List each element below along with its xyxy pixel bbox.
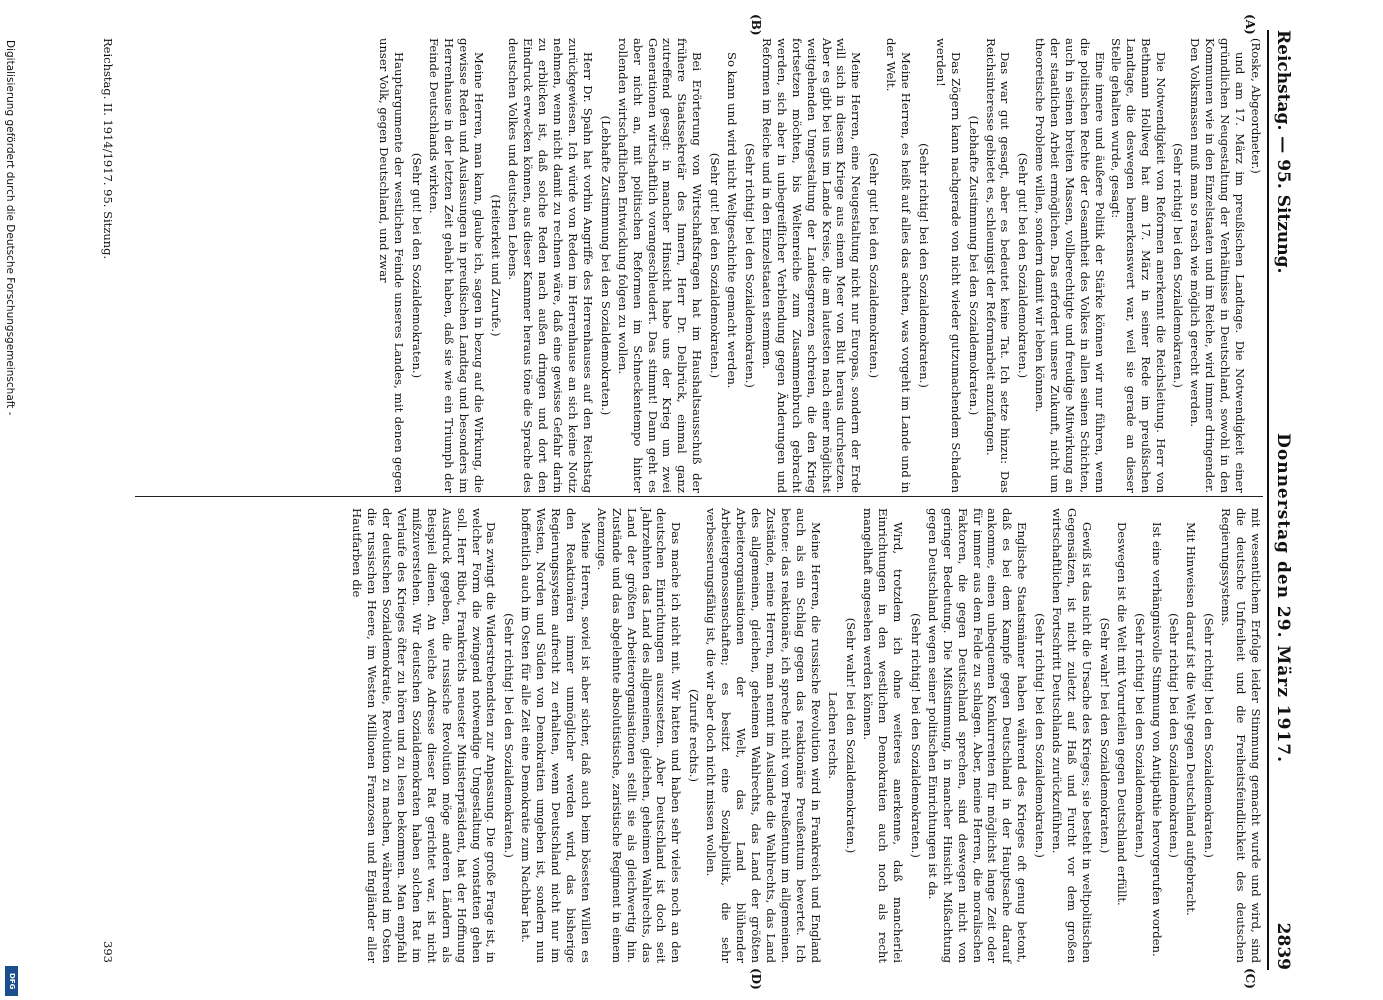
paragraph: Meine Herren, eine Neugestaltung nicht nur Europas, sondern der Erde will sich in diesem Kriege aus einem Meer von Blut heraus durchsetzen. Aber es gibt bei uns im Lande Kreise, die am lautesten nach einer möglichst weitgehenden Umgestaltung der Landesgrenzen schreien, die den Krieg fortsetzen möchten, bis Weltenreiche zum Zusammenbruch gebracht werden, sich aber in unbegreiflicher Verblendung gegen Änderungen und Reformen im Reiche und in den Einzelstaaten stemmen. <box>759 38 864 493</box>
sidebar-funding-note <box>2 0 20 1000</box>
paragraph: Deswegen ist die Welt mit Vorurteilen gegen Deutschland erfüllt. <box>1114 522 1129 906</box>
stage-direction: (Sehr richtig! bei den Sozialdemokraten.) <box>1132 613 1147 858</box>
newspaper-page <box>75 0 1323 1000</box>
paragraph: Meine Herren, soviel ist aber sicher, daß auch beim bösesten Willen es den Reaktionären immer unmöglicher werden wird, das bisherige Regierungssystem aufrecht zu erhalten, wenn Deutschland nicht nur im Westen, Norden und Süden von Demokratien umgeben ist, sondern nun hoffentlich auch im Osten für alle Zeit eine Demokratie zum Nachbar hat. <box>519 508 593 963</box>
stage-direction: (Sehr richtig! bei den Sozialdemokraten.) <box>1202 613 1217 858</box>
paragraph: Mit Hinweisen darauf ist die Welt gegen Deutschland aufgebracht. <box>1184 522 1199 916</box>
stage-direction: (Sehr gut! bei den Sozialdemokraten.) <box>409 152 424 379</box>
right-column <box>348 508 1263 963</box>
stage-direction: (Heiterkeit und Zurufe.) <box>489 194 504 337</box>
dfg-logo: DFG <box>5 966 18 996</box>
stage-direction: (Sehr wahr! bei den Sozialdemokraten.) <box>844 617 859 854</box>
stage-direction: (Sehr richtig! bei den Sozialdemokraten.) <box>916 143 931 388</box>
margin-mark-d: (D) <box>749 968 763 990</box>
paragraph: Ist eine verhängnisvolle Stimmung von Antipathie hervorgerufen worden. <box>1149 522 1164 957</box>
paragraph: Bei Erörterung von Wirtschaftsfragen hat im Haushaltsausschuß der frühere Staatssekretär des Innern, Herr Dr. Delbrück, einmal ganz zutreffend gesagt: in mancher Hinsicht habe uns der Krieg um zwei Generationen wirtschaftlich vorangeschleudert. Das stimmt! Dann geht es aber nicht an, mit politischen Reformen im Schneckentempo hinter rollenden wirtschaftlichen Entwicklung folgen zu wollen. <box>615 38 705 493</box>
page-header <box>1267 30 1313 970</box>
paragraph: Hauptargumente der westlichen Feinde unseres Landes, mit denen gegen unser Volk, gegen Deutschland, und zwar <box>377 38 407 493</box>
page-number: 393 <box>101 941 115 963</box>
page-footer: Reichstag. II. 1914/1917. 95. Sitzung. <box>101 38 115 260</box>
paragraph: Die Notwendigkeit von Reformen anerkennt die Reichsleitung. Herr von Bethmann Hollweg hat am 17. März in seiner Rede im preußischen Landtage, die deswegen bemerkenswert war, weil sie gerade an dieser Stelle gehalten wurde, gesagt: <box>1108 38 1168 493</box>
stage-direction: (Sehr richtig! bei den Sozialdemokraten.) <box>743 143 757 388</box>
paragraph: Das zwingt die Widerstrebendsten zur Anpassung. Die große Frage ist, in welcher Form die zwingend notwendige Umgestaltung vonstatten gehen soll. Herr Ribot, Frankreichs neuester Ministerpräsident, hat der Hoffnung Ausdruck gegeben, die russische Revolution möge anderen Ländern als Beispiel dienen. An welche Adresse dieser Rat gerichtet war, ist nicht mißzuverstehen. Wir deutschen Sozialdemokraten haben solchen Rat im Verlaufe des Krieges öfter zu hören und zu lesen bekommen. Man empfahl der deutschen Sozialdemokratie, Revolution zu machen, während im Osten die russischen Heere, im Westen Millionen Franzosen und Engländer aller Hautfarben die <box>350 508 499 963</box>
header-left: Reichstag. — 95. Sitzung. <box>1273 30 1293 274</box>
paragraph: Eine innere und äußere Politik der Stärke können wir nur führen, wenn die politischen Rechte der Gesamtheit des Volkes in allen seinen Schichten, auch in seinen breiten Massen, vollberechtigte und freudige Mitwirkung an der staatlichen Arbeit ermöglichen. Das erfordert unsere Zukunft, nicht um theoretische Probleme willen, sondern damit wir leben können. <box>1033 38 1107 493</box>
paragraph: mit wesentlichem Erfolge leider Stimmung gemacht wurde und wird, sind die deutsche Unfreiheit und die Freiheitsfeindlichkeit des deutschen Regierungssystems. <box>1219 508 1263 963</box>
paragraph: Gewiß ist das nicht die Ursache des Krieges; sie besteht in weltpolitischen Gegensätzen, ist nicht zuletzt auf Haß und Furcht vor dem großen wirtschaftlichen Fortschritt Deutschlands zurückzuführen. <box>1050 508 1094 963</box>
paragraph: Wird, trotzdem ich ohne weiteres anerkenne, daß mancherlei Einrichtungen in den westlichen Demokratien auch noch als recht mangelhaft angesehen werden können. <box>861 508 906 963</box>
margin-mark-a: (A) <box>1243 14 1257 35</box>
left-column <box>375 38 1263 493</box>
paragraph: So kann und wird nicht Weltgeschichte gemacht werden. <box>725 52 740 389</box>
stage-direction: (Sehr gut! bei den Sozialdemokraten.) <box>708 152 723 379</box>
paragraph: und am 17. März im preußischen Landtage. Die Notwendigkeit einer gründlichen Neugestaltung der Verhältnisse in Deutschland, sowohl in den Kommunen wie in den Einzelstaaten und im Reiche, wird immer dringender. Den Volksmassen muß man so rasch wie möglich gerecht werden. <box>1188 38 1248 493</box>
stage-direction: (Sehr wahr! bei den Sozialdemokraten.) <box>1097 617 1112 854</box>
paragraph: Englische Staatsmänner haben während des Krieges oft genug betont, daß es bei dem Kampfe gegen Deutschland in der Hauptsache darauf ankomme, einen unbequemen Konkurrenten für möglichst lange Zeit oder für immer aus dem Felde zu schlagen. Aber, meine Herren, die moralischen Faktoren, die gegen Deutschland sprechen, sind deswegen nicht von geringer Bedeutung. Die Mißstimmung, in mancher Hinsicht Mißachtung gegen Deutschland wegen seiner politischen Einrichtungen ist da. <box>925 508 1030 963</box>
paragraph: Das Zögern kann nachgerade von nicht wieder gutzumachendem Schaden werden! <box>933 38 963 493</box>
funding-text: Digitalisierung gefördert durch die Deutsche Forschungsgemeinschaft - <box>4 40 16 416</box>
stage-direction: Lachen rechts. <box>826 691 841 780</box>
paragraph: Das mache ich nicht mit. Wir hatten und haben sehr vieles noch an den deutschen Einrichtungen auszusetzen. Aber Deutschland ist doch seit Jahrzehnten das Land des allgemeinen, gleichen, geheimen Wahlrechts, das Land der größten Arbeiterorganisationen stellt sie als gleichwertig hin. Zustände und das abgelehnte absolutistische, zaristische Regiment in einem Atemzuge. <box>594 508 684 963</box>
rotated-page <box>75 0 1323 1000</box>
header-page-number: 2839 <box>1273 922 1293 970</box>
stage-direction: (Sehr gut! bei den Sozialdemokraten.) <box>1016 152 1031 379</box>
margin-mark-c: (C) <box>1243 968 1257 989</box>
stage-direction: (Sehr richtig! bei den Sozialdemokraten.) <box>502 613 517 858</box>
paragraph: Das war gut gesagt, aber es bedeutet keine Tat. Ich setze hinzu: Das Reichsinteresse gebietet es, schleunigst der Reformarbeit anzufangen. <box>983 38 1013 493</box>
paragraph: Meine Herren, die russische Revolution wird in Frankreich und England auch als ein Schlag gegen das reaktionäre Preußentum bewertet. Ich betone: das reaktionäre, ich spreche nicht vom Preußentum im allgemeinen. Zustände, meine Herren, man nennt im Auslande die Wahlrechts, das Land des allgemeinen, gleichen, geheimen Wahlrechts, das Land der größten Arbeiterorganisationen der Welt, das Land blühender Arbeitergenossenschaften; es besitzt eine Sozialpolitik, die sehr verbesserungsfähig ist, die wir aber doch nicht missen wollen. <box>704 508 823 963</box>
paragraph: (Roske, Abgeordneter.) <box>1249 38 1263 174</box>
column-divider <box>135 496 1263 497</box>
header-date: Donnerstag den 29. März 1917. <box>1273 433 1293 764</box>
stage-direction: (Sehr richtig! bei den Sozialdemokraten.) <box>1171 143 1186 388</box>
paragraph: Meine Herren, man kann, glaube ich, sagen in bezug auf die Wirkung, die gewisse Reden und Auslassungen in preußischen Landtag und besonders im Herrenhause in der letzten Zeit gehabt haben, daß sie wie ein Triumph der Feinde Deutschlands wirkten. <box>426 38 486 493</box>
stage-direction: (Lebhafte Zustimmung bei den Sozialdemokraten.) <box>966 115 981 416</box>
stage-direction: (Sehr gut! bei den Sozialdemokraten.) <box>867 152 882 379</box>
margin-mark-b: (B) <box>749 14 763 36</box>
stage-direction: (Zurufe rechts.) <box>687 688 702 783</box>
stage-direction: (Sehr richtig! bei den Sozialdemokraten.) <box>1033 613 1048 858</box>
stage-direction: (Sehr richtig! bei den Sozialdemokraten.) <box>1167 613 1182 858</box>
paragraph: Herr Dr. Spahn hat vorhin Angriffe des Herrenhauses auf den Reichstag zurückgewiesen. Ich würde von Reden im Herrenhause an sich keine Notiz nehmen, wenn nicht damit zu rechnen wäre, daß eine gewisse Gefahr darin zu erblicken ist, daß solche Reden nach außen dringen und dort den Eindruck erwecken können, aus dieser Kammer heraus töne die Sprache des deutschen Volkes und deutschen Lebens. <box>506 38 595 493</box>
stage-direction: (Lebhafte Zustimmung bei den Sozialdemokraten.) <box>598 115 613 416</box>
paragraph: Meine Herren, es heißt auf alles das achten, was vorgeht im Lande und in der Welt. <box>884 38 914 493</box>
stage-direction: (Sehr richtig! bei den Sozialdemokraten.) <box>908 613 923 858</box>
